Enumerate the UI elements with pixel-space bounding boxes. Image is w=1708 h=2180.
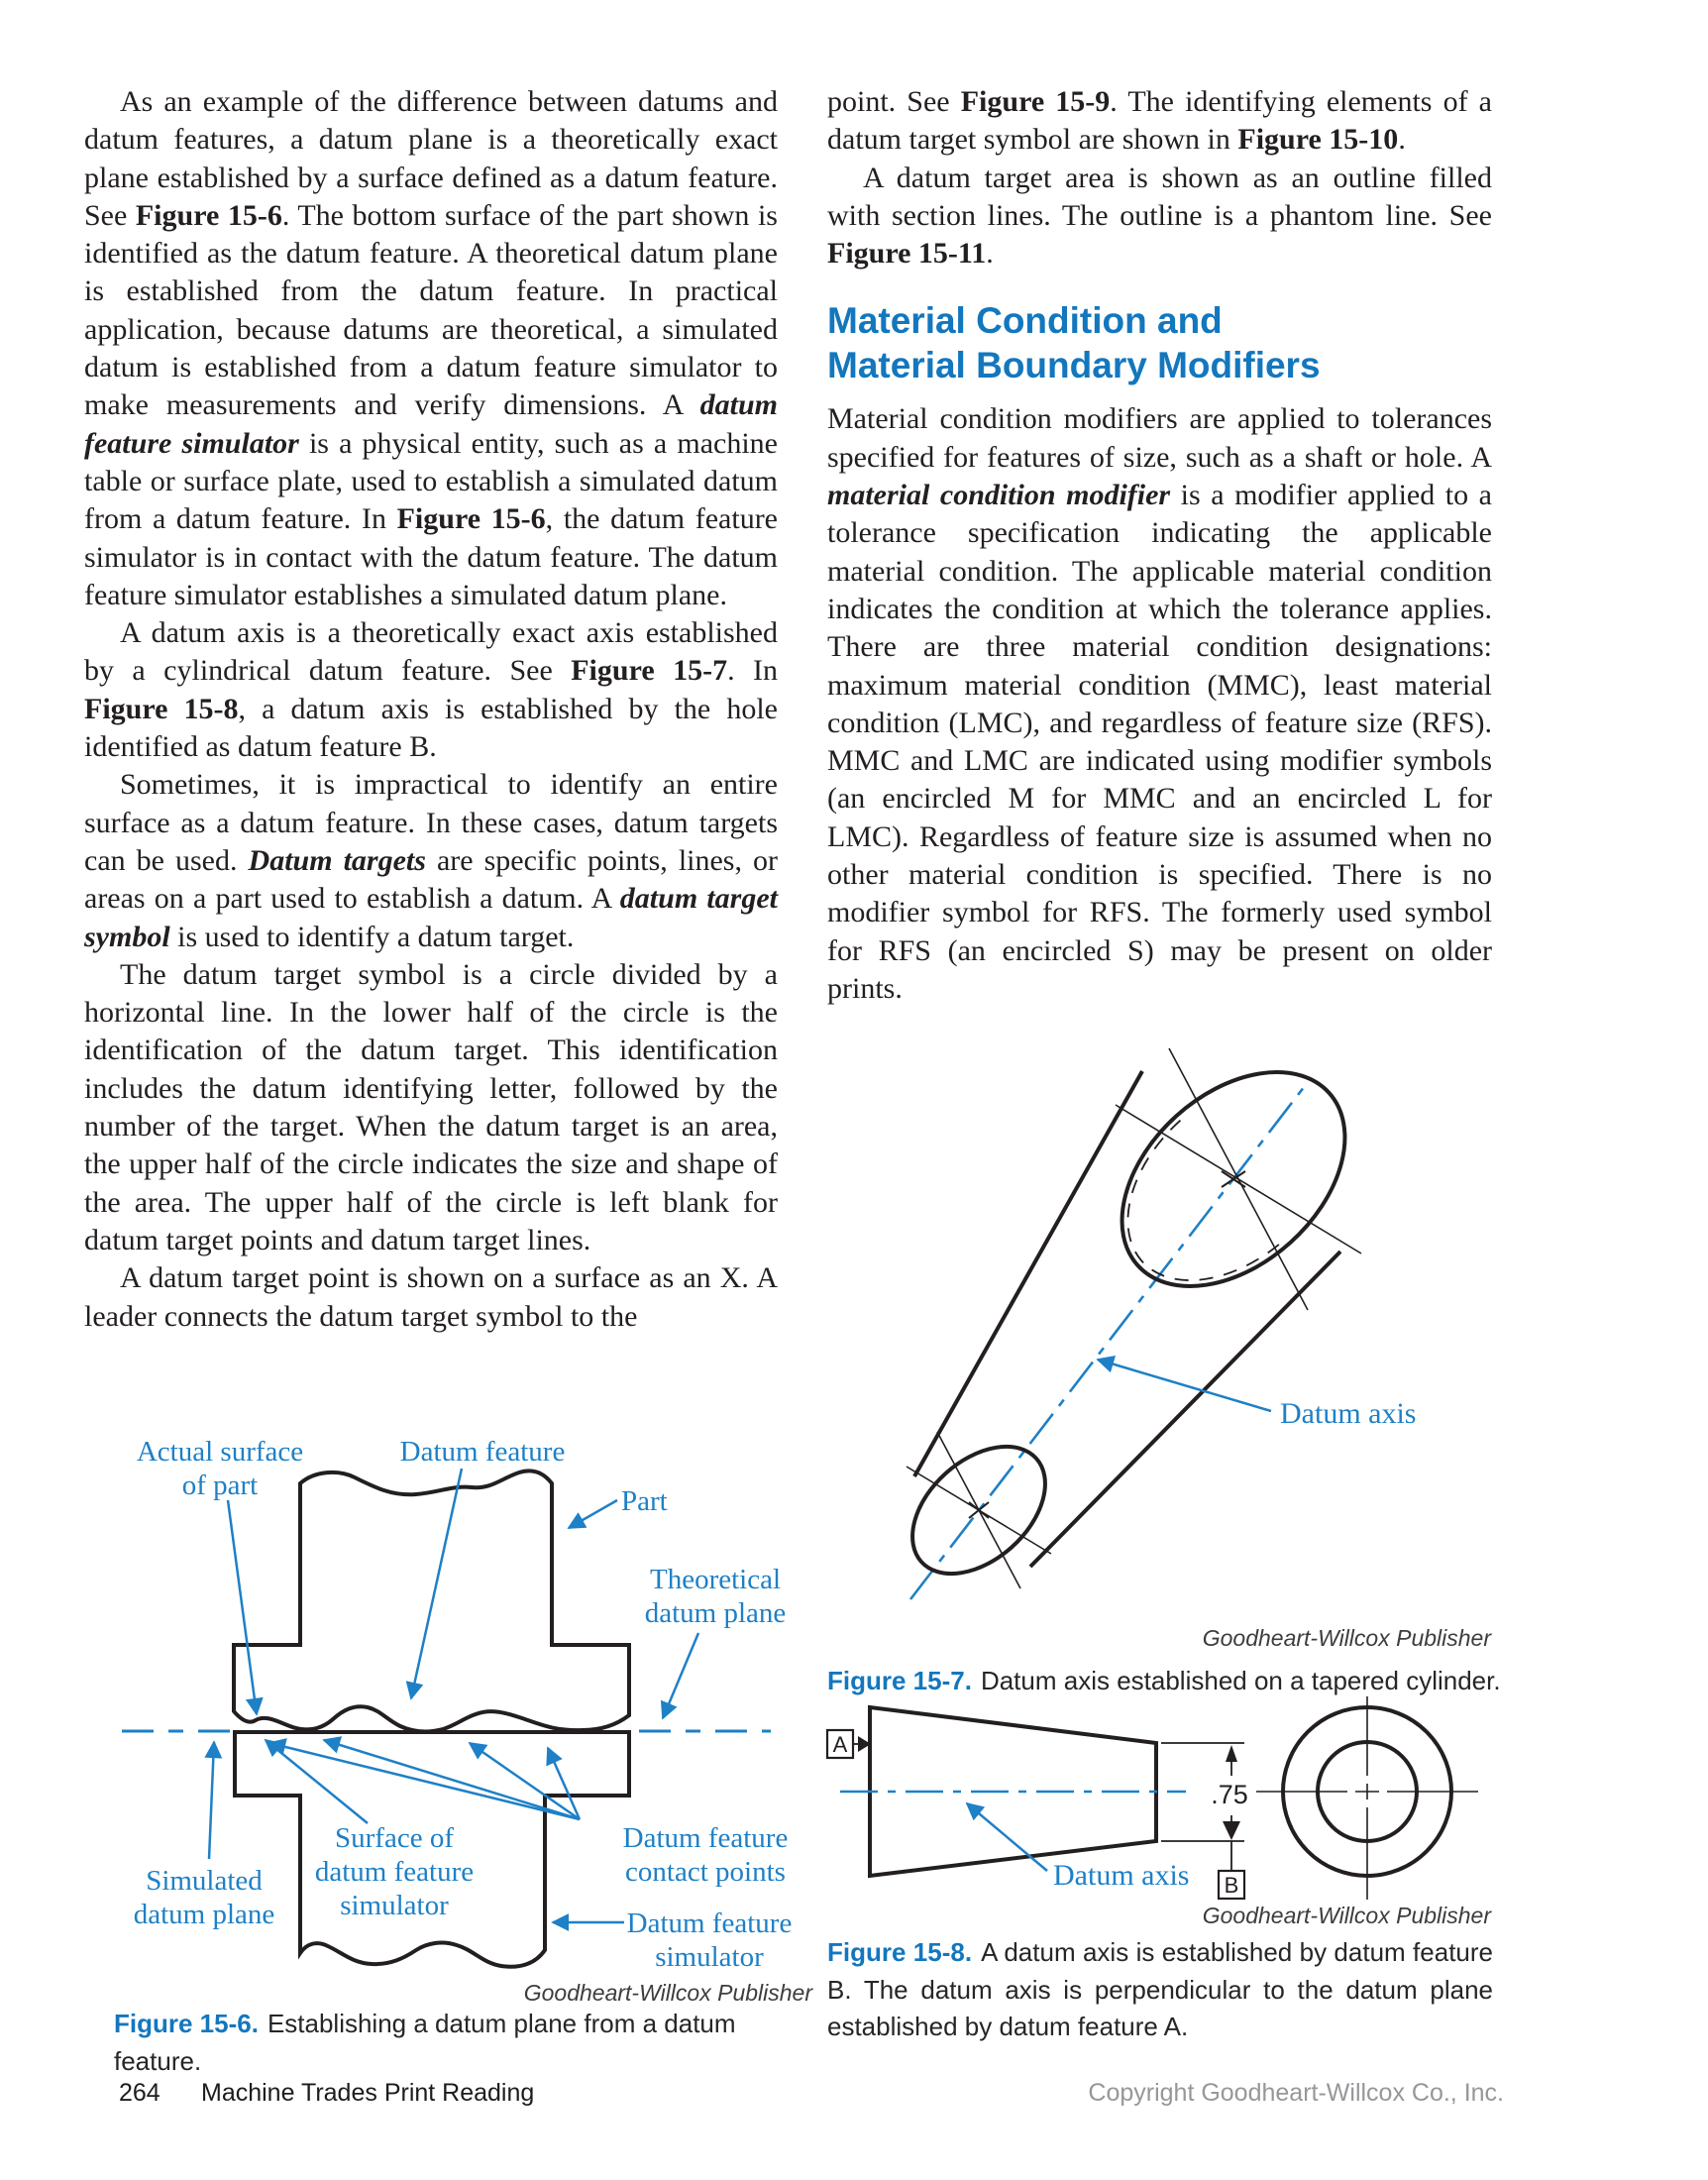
tapered-cylinder-diagram: [827, 981, 1501, 1675]
label-part: Part: [621, 1485, 668, 1517]
contact-point-leader-arrow-2: [324, 1740, 580, 1819]
label-contact-points-line1: Datum feature: [622, 1822, 789, 1854]
datum-a-letter: A: [832, 1732, 848, 1757]
footer-copyright: Copyright Goodheart-Willcox Co., Inc.: [1088, 2079, 1504, 2107]
body-paragraph: The datum target symbol is a circle divided by a horizontal line. In the lower half of the circle is the identification of the datum target. This identification includes the datum identifying letter, followed by the number of the target. When the datum target is an area, the upper half of the circle indicates the size and shape of the area. The upper half of the circle is left blank for datum target points and datum target lines.: [84, 957, 778, 1256]
body-paragraph: A datum target area is shown as an outline filled with section lines. The outline is a phantom line. See Figure 15-11.: [827, 161, 1492, 271]
section-heading-line1: Material Condition and: [827, 300, 1223, 342]
label-contact-points-line2: contact points: [625, 1856, 786, 1888]
label-datum-feature-simulator-line2: simulator: [655, 1941, 764, 1973]
label-simulated-plane-line1: Simulated: [146, 1865, 263, 1897]
datum-axis-centerline: [910, 1082, 1308, 1599]
right-column-top-paragraphs: [827, 83, 1492, 272]
simulator-surface-leader-arrow: [266, 1740, 368, 1823]
figure-15-7-caption-label: Figure 15-7.: [827, 1666, 972, 1695]
right-text-column: [827, 83, 1492, 1008]
footer-book-title: Machine Trades Print Reading: [201, 2079, 535, 2107]
label-actual-surface-line1: Actual surface: [136, 1436, 304, 1468]
figure-15-6-caption: [114, 2006, 815, 2080]
figure-15-7-drawing: [827, 981, 1501, 1675]
label-simulator-surface-line1: Surface of: [335, 1822, 454, 1854]
dimension-arrow-up: [1226, 1745, 1237, 1762]
part-leader-arrow: [569, 1500, 617, 1528]
figure-15-8-caption-text: A datum axis is established by datum feature B. The datum axis is perpendicular to the datum plane established by datum feature A.: [827, 1937, 1493, 2041]
label-theoretical-plane-line2: datum plane: [644, 1597, 787, 1629]
dimension-value: .75: [1211, 1780, 1248, 1809]
label-simulator-surface-line2: datum feature: [314, 1856, 475, 1888]
label-datum-feature-simulator-line1: Datum feature: [626, 1908, 793, 1939]
theoretical-plane-leader-arrow: [663, 1633, 698, 1718]
datum-plane-diagram: [84, 1427, 817, 2007]
body-paragraph: As an example of the difference between datums and datum features, a datum plane is a theoretically exact plane established by a surface defined as a datum feature. See Figure 15-6. The bottom surface of the part shown is identified as the datum feature. A theoretical datum plane is established from the datum feature. In practical application, because datums are theoretical, a simulated datum is established from a datum feature simulator to make measurements and verify dimensions. A datum feature simulator is a physical entity, such as a machine table or surface plate, used to establish a simulated datum from a datum feature. In Figure 15-6, the datum feature simulator is in contact with the datum feature. The datum feature simulator establishes a simulated datum plane.: [84, 85, 778, 611]
section-heading: [827, 298, 1492, 387]
body-paragraph: Material condition modifiers are applied to tolerances specified for features of size, such as a shaft or hole. A material condition modifier is a modifier applied to a tolerance specification indicating the applicable material condition. The applicable material condition indicates the condition at which the tolerance applies. There are three material condition designations: maximum material condition (MMC), least material condition (LMC), and regardless of feature size (RFS). MMC and LMC are indicated using modifier symbols (an encircled M for MMC and an encircled L for LMC). Regardless of feature size is assumed when no other material condition is specified. There is no modifier symbol for RFS. The formerly used symbol for RFS (an encircled S) may be present on older prints.: [827, 402, 1492, 1005]
datum-feature-leader-arrow: [411, 1469, 462, 1698]
left-text-column: [84, 83, 778, 1336]
figure-15-8-caption-label: Figure 15-8.: [827, 1937, 973, 1967]
figure-15-6-caption-label: Figure 15-6.: [114, 2009, 259, 2038]
figure-15-6-drawing: [84, 1427, 817, 2007]
datum-axis-leader-arrow: [1098, 1360, 1271, 1411]
body-paragraph: A datum target point is shown on a surface as an X. A leader connects the datum target symbol to the: [84, 1261, 778, 1333]
big-end-centerline-2: [1169, 1048, 1308, 1310]
datum-b-letter: B: [1224, 1873, 1239, 1898]
label-simulator-surface-line3: simulator: [340, 1890, 449, 1921]
datum-axis-views-diagram: [822, 1675, 1506, 1908]
simulated-plane-leader-arrow: [209, 1742, 214, 1859]
label-datum-axis: Datum axis: [1280, 1397, 1417, 1430]
label-theoretical-plane-line1: Theoretical: [649, 1564, 782, 1595]
hidden-rim-dashed-arc: [1089, 1121, 1286, 1321]
figure-15-8-credit: Goodheart-Willcox Publisher: [1202, 1903, 1491, 1928]
body-paragraph: Sometimes, it is impractical to identify an entire surface as a datum feature. In these cases, datum targets can be used. Datum targets are specific points, lines, or areas on a part used to establish a datum. A datum target symbol is used to identify a datum target.: [84, 768, 778, 953]
right-column-body-paragraphs: [827, 400, 1492, 1008]
label-simulated-plane-line2: datum plane: [133, 1899, 275, 1930]
datum-b-triangle: [1223, 1821, 1240, 1840]
section-heading-line2: Material Boundary Modifiers: [827, 345, 1321, 386]
label-actual-surface-line2: of part: [181, 1470, 259, 1501]
figure-15-6-credit: Goodheart-Willcox Publisher: [523, 1980, 812, 2006]
figure-15-8-caption: [827, 1934, 1493, 2046]
figure-15-7-caption-text: Datum axis established on a tapered cylinder.: [980, 1666, 1501, 1695]
label-datum-feature: Datum feature: [399, 1436, 566, 1468]
figure-15-6-caption-text: Establishing a datum plane from a datum feature.: [114, 2009, 736, 2076]
cylinder-left-silhouette: [914, 1071, 1142, 1476]
label-datum-axis: Datum axis: [1053, 1859, 1190, 1892]
figure-15-8-drawing: [822, 1675, 1506, 1908]
body-paragraph: A datum axis is a theoretically exact axis established by a cylindrical datum feature. See Figure 15-7. In Figure 15-8, a datum axis is established by the hole identified as datum feature B.: [84, 616, 778, 764]
figure-15-7-credit: Goodheart-Willcox Publisher: [1202, 1625, 1491, 1651]
footer-page-number: 264: [119, 2079, 160, 2107]
body-paragraph: point. See Figure 15-9. The identifying elements of a datum target symbol are shown in Figure 15-10.: [827, 85, 1492, 157]
